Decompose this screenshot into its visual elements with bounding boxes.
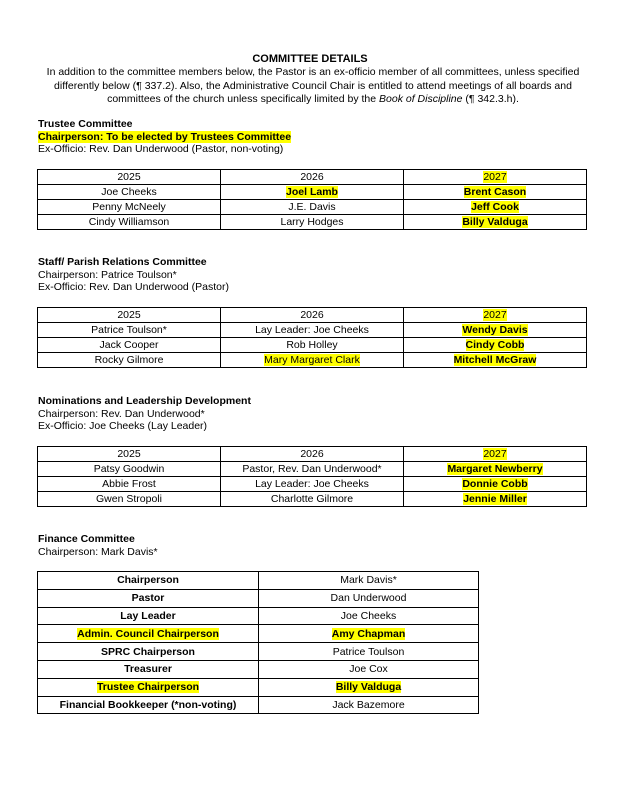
sprc-exofficio: Ex-Officio: Rev. Dan Underwood (Pastor) bbox=[38, 281, 230, 294]
member-name: Amy Chapman bbox=[331, 627, 406, 640]
member-name: Billy Valduga bbox=[335, 681, 402, 694]
member-name: Mark Davis* bbox=[340, 574, 397, 587]
trustee-chair: Chairperson: To be elected by Trustees Committee bbox=[38, 130, 292, 143]
sprc-section-header bbox=[38, 256, 229, 294]
finance-section-header bbox=[38, 533, 158, 558]
finance-chair: Chairperson: Mark Davis* bbox=[38, 545, 158, 558]
member-name: Rob Holley bbox=[286, 339, 338, 351]
member-name: Joel Lamb bbox=[286, 186, 338, 198]
table-row bbox=[38, 696, 479, 714]
member-name: Donnie Cobb bbox=[462, 478, 528, 490]
year-header: 2025 bbox=[38, 308, 221, 323]
table-row bbox=[38, 660, 479, 678]
table-header-row bbox=[38, 447, 587, 462]
member-name: Mitchell McGraw bbox=[453, 354, 537, 366]
member-name: Cindy Williamson bbox=[88, 216, 170, 228]
sprc-heading: Staff/ Parish Relations Committee bbox=[38, 256, 207, 268]
trustee-exofficio: Ex-Officio: Rev. Dan Underwood (Pastor, non-voting) bbox=[38, 143, 284, 156]
sprc-chair: Chairperson: Patrice Toulson* bbox=[38, 268, 177, 281]
role-label: Chairperson bbox=[117, 574, 179, 587]
year-header: 2025 bbox=[38, 170, 221, 185]
sprc-table bbox=[37, 307, 587, 368]
intro-text: In addition to the committee members below, the Pastor is an ex-officio member of all committees, unless specified differently below (¶ 337.2). Also, the Administrative Council Chair is entitled to attend meetings of all boards and committees of the church unless specifically limited by the bbox=[46, 66, 580, 105]
table-row bbox=[38, 477, 587, 492]
table-row bbox=[38, 323, 587, 338]
table-row bbox=[38, 643, 479, 661]
member-name: Billy Valduga bbox=[462, 216, 528, 228]
intro-book-title: Book of Discipline bbox=[379, 93, 463, 105]
member-name: Patrice Toulson* bbox=[91, 324, 167, 336]
nominations-exofficio: Ex-Officio: Joe Cheeks (Lay Leader) bbox=[38, 420, 208, 433]
nominations-chair: Chairperson: Rev. Dan Underwood* bbox=[38, 407, 205, 420]
member-name: Lay Leader: Joe Cheeks bbox=[255, 324, 369, 336]
member-name: Cindy Cobb bbox=[465, 339, 525, 351]
table-header-row bbox=[38, 170, 587, 185]
member-name: Jack Bazemore bbox=[332, 698, 405, 711]
role-label: Lay Leader bbox=[120, 609, 176, 622]
member-name: Lay Leader: Joe Cheeks bbox=[255, 478, 369, 490]
member-name: Abbie Frost bbox=[102, 478, 156, 490]
member-name: Rocky Gilmore bbox=[94, 354, 164, 366]
page-title: COMMITTEE DETAILS bbox=[252, 53, 368, 65]
member-name: Charlotte Gilmore bbox=[270, 493, 354, 505]
table-row bbox=[38, 462, 587, 477]
trustee-section-header bbox=[38, 118, 291, 156]
member-name: Brent Cason bbox=[463, 186, 527, 198]
table-row bbox=[38, 589, 479, 607]
table-header-row bbox=[38, 308, 587, 323]
role-label: SPRC Chairperson bbox=[101, 645, 195, 658]
year-header: 2027 bbox=[404, 308, 587, 323]
year-header: 2027 bbox=[404, 447, 587, 462]
member-name: Wendy Davis bbox=[462, 324, 528, 336]
member-name: Jennie Miller bbox=[463, 493, 527, 505]
finance-heading: Finance Committee bbox=[38, 533, 135, 545]
member-name: Patrice Toulson bbox=[332, 645, 405, 658]
role-label: Financial Bookkeeper (*non-voting) bbox=[59, 698, 237, 711]
finance-table bbox=[37, 571, 479, 714]
member-name: Joe Cheeks bbox=[101, 186, 157, 198]
table-row bbox=[38, 572, 479, 590]
role-label: Trustee Chairperson bbox=[96, 681, 200, 694]
role-label: Treasurer bbox=[124, 663, 172, 676]
member-name: J.E. Davis bbox=[288, 201, 336, 213]
member-name: Pastor, Rev. Dan Underwood* bbox=[242, 463, 382, 475]
table-row bbox=[38, 215, 587, 230]
table-row bbox=[38, 678, 479, 696]
trustee-heading: Trustee Committee bbox=[38, 118, 133, 130]
member-name: Penny McNeely bbox=[92, 201, 166, 213]
year-header: 2025 bbox=[38, 447, 221, 462]
year-header: 2026 bbox=[221, 447, 404, 462]
year-header: 2027 bbox=[404, 170, 587, 185]
member-name: Gwen Stropoli bbox=[96, 493, 162, 505]
role-label: Pastor bbox=[131, 592, 165, 605]
member-name: Patsy Goodwin bbox=[93, 463, 165, 475]
table-row bbox=[38, 200, 587, 215]
member-name: Margaret Newberry bbox=[447, 463, 543, 475]
year-header: 2026 bbox=[221, 308, 404, 323]
member-name: Joe Cheeks bbox=[340, 609, 397, 622]
nominations-heading: Nominations and Leadership Development bbox=[38, 395, 251, 407]
intro-text-end: (¶ 342.3.h). bbox=[462, 93, 519, 105]
intro-paragraph bbox=[38, 66, 588, 107]
trustee-table bbox=[37, 169, 587, 230]
member-name: Mary Margaret Clark bbox=[264, 354, 360, 366]
table-row bbox=[38, 338, 587, 353]
nominations-table bbox=[37, 446, 587, 507]
table-row bbox=[38, 607, 479, 625]
member-name: Larry Hodges bbox=[280, 216, 344, 228]
table-row bbox=[38, 492, 587, 507]
year-header: 2026 bbox=[221, 170, 404, 185]
member-name: Joe Cox bbox=[349, 663, 388, 676]
member-name: Jack Cooper bbox=[99, 339, 159, 351]
table-row bbox=[38, 625, 479, 643]
role-label: Admin. Council Chairperson bbox=[77, 627, 219, 640]
table-row bbox=[38, 185, 587, 200]
nominations-section-header bbox=[38, 395, 251, 433]
member-name: Jeff Cook bbox=[471, 201, 519, 213]
member-name: Dan Underwood bbox=[330, 592, 407, 605]
table-row bbox=[38, 353, 587, 368]
